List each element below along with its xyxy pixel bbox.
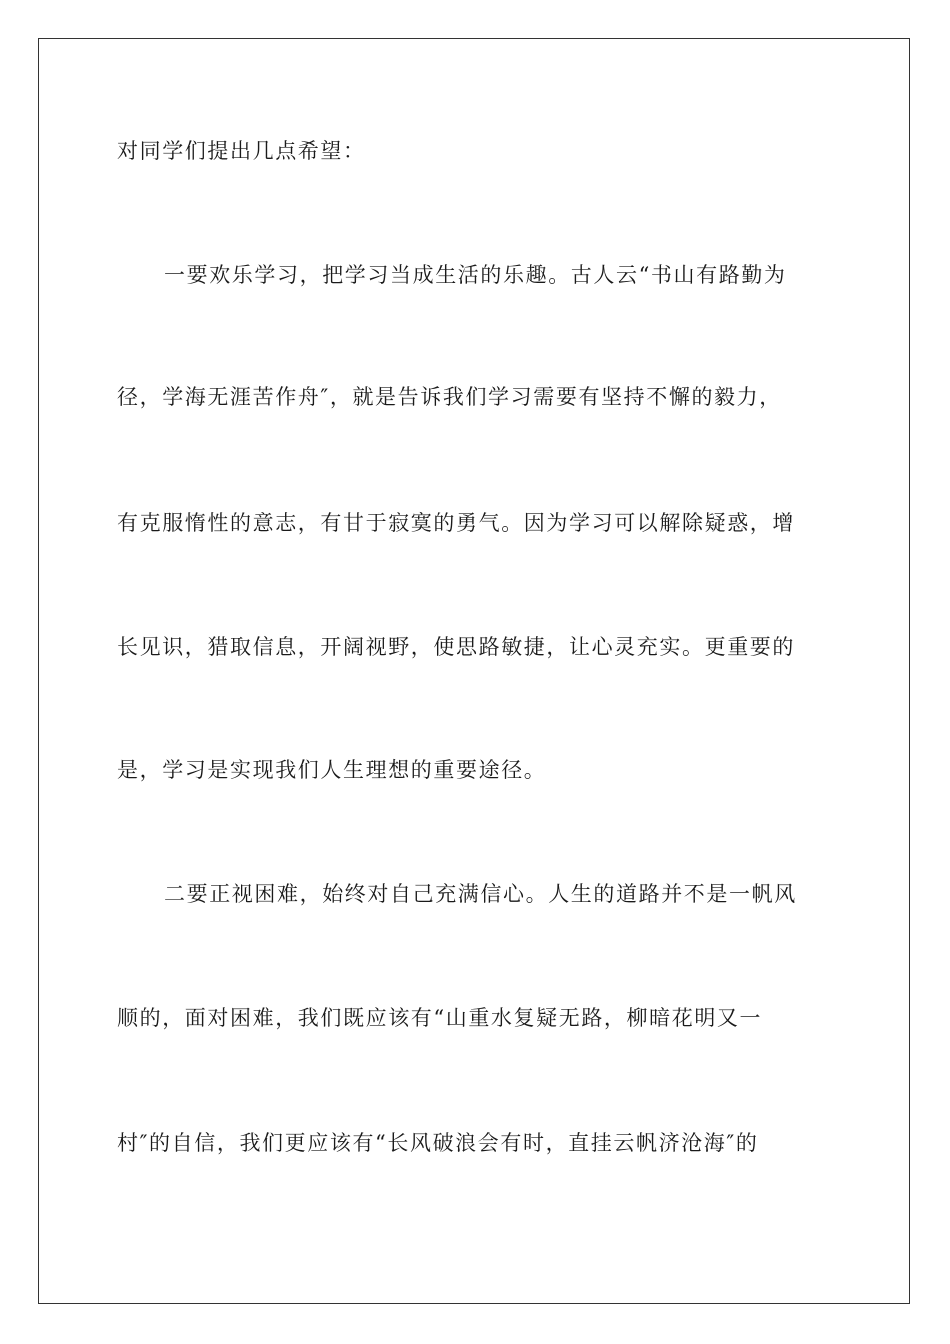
text-line-paragraph-2-start: 二要正视困难，始终对自己充满信心。人生的道路并不是一帆风: [164, 882, 797, 906]
text-line: 村″的自信，我们更应该有“长风破浪会有时，直挂云帆济沧海″的: [117, 1131, 759, 1155]
text-line-intro: 对同学们提出几点希望：: [117, 139, 366, 163]
text-line: 长见识，猎取信息，开阔视野，使思路敏捷，让心灵充实。更重要的: [117, 635, 795, 659]
page-border: [38, 38, 910, 1304]
text-line: 径，学海无涯苦作舟″，就是告诉我们学习需要有坚持不懈的毅力，: [117, 385, 782, 409]
text-line: 有克服惰性的意志，有甘于寂寞的勇气。因为学习可以解除疑惑，增: [117, 511, 795, 535]
text-line-paragraph-1-start: 一要欢乐学习，把学习当成生活的乐趣。古人云“书山有路勤为: [164, 263, 787, 287]
text-line: 是，学习是实现我们人生理想的重要途径。: [117, 758, 547, 782]
text-line: 顺的，面对困难，我们既应该有“山重水复疑无路，柳暗花明又一: [117, 1006, 763, 1030]
